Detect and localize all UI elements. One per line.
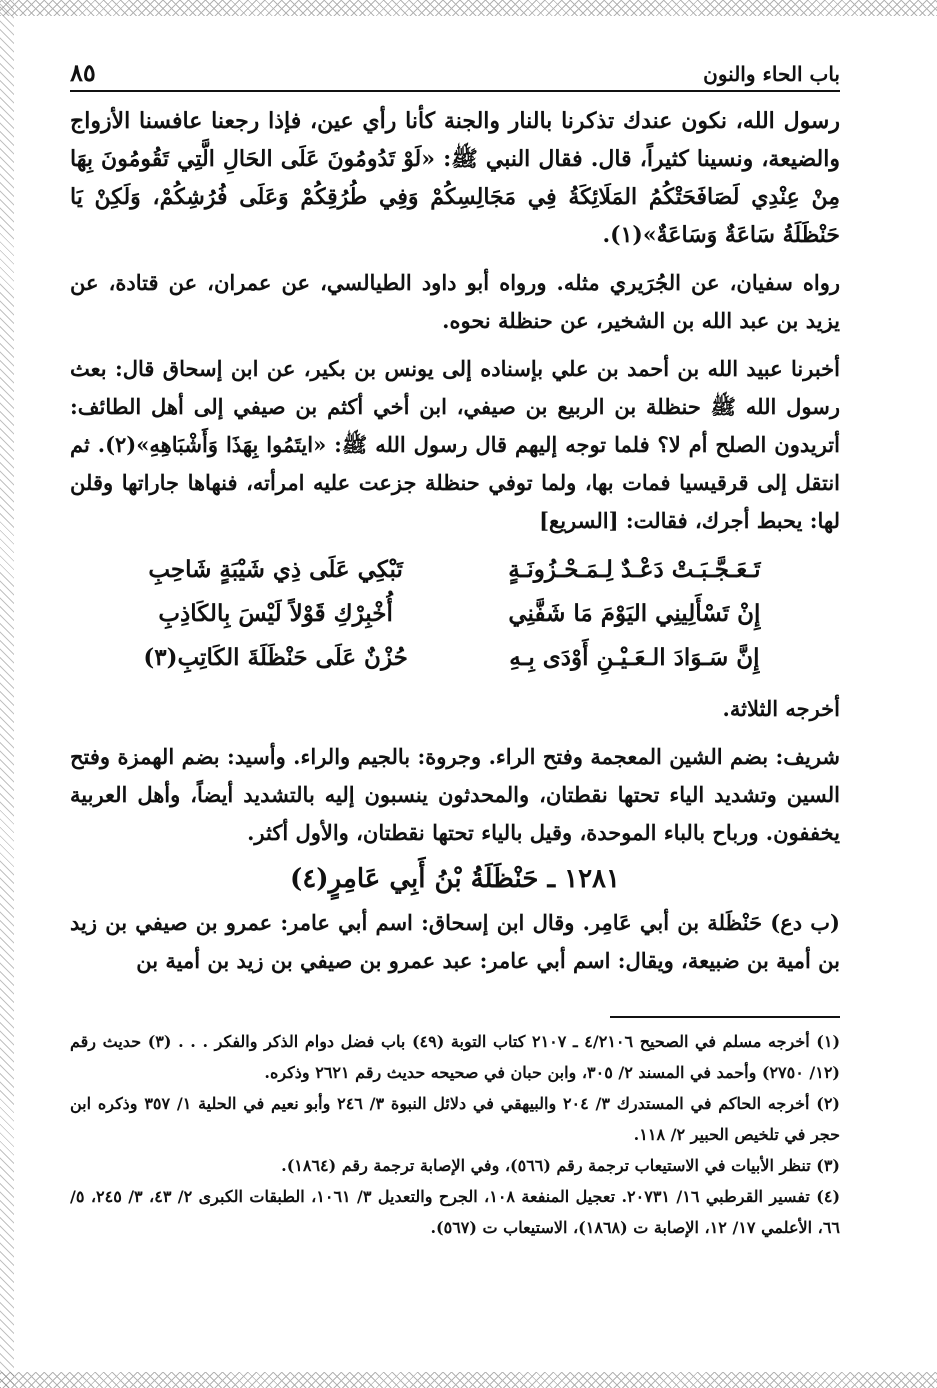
book-page [70,56,840,1243]
paragraph-orthography: شريف: بضم الشين المعجمة وفتح الراء. وجروة: بالجيم والراء. وأسيد: بضم الهمزة وفتح السين وتشديد الياء تحتها نقطتان، والمحدثون ينسبون إليه بالتشديد أيضاً، وأهل العربية يخففون. ورباح بالباء الموحدة، وقيل بالياء تحتها نقطتان، والأول أكثر. [70,744,840,845]
verse-first-half: إِنَّ سَـوَادَ الـعَـيْـنِ أَوْدَى بِـهِ [509,644,760,671]
paragraph-report: أخبرنا عبيد الله بن أحمد بن علي بإسناده إلى يونس بن بكير، عن ابن إسحاق قال: بعث رسول الله ﷺ حنظلة بن الربيع بن صيفي، ابن أخي أكثم بن صيفي إلى أهل الطائف: أتريدون الصلح أم لا؟ فلما توجه إليهم قال رسول الله ﷺ: «ايتَمُوا بِهَذَا وَأَشْبَاهِهِ»(٢). ثم انتقل إلى قرقيسيا فمات بها، ولما توفي حنظلة جزعت عليه امرأته، فنهاها جاراتها وقلن لها: يحبط أجرك، فقالت: [السريع] [70,356,840,533]
poem-verse [110,636,800,680]
poem-verse [110,548,800,592]
verse-first-half: تَـعَـجَّـبَـتْ دَعْـدٌ لِـمَـحْـزُونَـةٍ [508,556,761,583]
verse-second-half: أُخْبِرْكِ قَوْلاً لَيْسَ بِالكَاذِبِ [158,600,393,627]
poem-verse [110,592,800,636]
entry-heading: ١٢٨١ ـ حَنْظَلَةُ بْنُ أَبِي عَامِرٍ(٤) [290,864,620,894]
poem [110,548,800,680]
footnote-divider [610,1016,840,1018]
page-number: ٨٥ [70,58,96,87]
verse-second-half: حُزْنٌ عَلَى حَنْظَلَةَ الكَاتِبِ(٣) [143,644,408,671]
footnote: (٣) تنظر الأبيات في الاستيعاب ترجمة رقم (٥٦٦)، وفي الإصابة ترجمة رقم (١٨٦٤). [281,1156,840,1175]
paragraph-narration: رواه سفيان، عن الجُرَيري مثله. ورواه أبو داود الطيالسي، عن عمران، عن قتادة، عن يزيد بن عبد الله بن الشخير، عن حنظلة نحوه. [70,270,840,333]
paragraph-biography: (ب دع) حَنْظَلة بن أبي عَامِر. وقال ابن إسحاق: اسم أبي عامر: عمرو بن صيفي بن زيد بن أمية بن ضبيعة، ويقال: اسم أبي عامر: عبد عمرو بن صيفي بن زيد بن أمية بن [70,910,840,973]
decorative-border-top [0,0,937,16]
verse-second-half: تَبْكِي عَلَى ذِي شَيْبَةٍ شَاحِبِ [148,556,403,583]
verse-first-half: إِنْ تَسْأَلِينِي اليَوْمَ مَا شَفَّنِي [508,600,761,627]
footnote: (١) أخرجه مسلم في الصحيح ٤/٢١٠٦ ـ ٢١٠٧ كتاب التوبة (٤٩) باب فضل دوام الذكر والفكر . . . (٣) حديث رقم (١٢/ ٢٧٥٠) وأحمد في المسند ٢/ ٣٠٥، وابن حبان في صحيحه حديث رقم ٢٦٢١ وذكره. [70,1032,841,1082]
decorative-border-bottom [0,1372,937,1388]
footnote: (٢) أخرجه الحاكم في المستدرك ٣/ ٢٠٤ والبيهقي في دلائل النبوة ٣/ ٢٤٦ وأبو نعيم في الحلية ١/ ٣٥٧ وذكره ابن حجر في تلخيص الحبير ٢/ ١١٨. [70,1094,840,1144]
paragraph-attribution: أخرجه الثلاثة. [722,696,840,721]
paragraph-hadith: رسول الله، نكون عندك تذكرنا بالنار والجنة كأنا رأي عين، فإذا رجعنا عافسنا الأزواج والضيعة، ونسينا كثيراً، قال. فقال النبي ﷺ: «لَوْ تَدُومُونَ عَلَى الحَالِ الَّتِي تَقُومُونَ بِهَا مِنْ عِنْدِي لَصَافَحَتْكُمُ المَلَائِكَةُ فِي مَجَالِسِكُمْ وَفِي طُرُقِكُمْ وَعَلَى فُرُشِكُمْ، وَلَكِنْ يَا حَنْظَلَةُ سَاعَةٌ وَسَاعَةٌ»(١). [70,108,840,248]
footnote: (٤) تفسير القرطبي ١٦/ ٢٠٧٣١. تعجيل المنفعة ١٠٨، الجرح والتعديل ٣/ ١٠٦١، الطبقات الكبرى ٢/ ٤٣، ٣/ ٢٤٥، ٥/ ٦٦، الأعلمي ١٧/ ١٢، الإصابة ت (١٨٦٨)، الاستيعاب ت (٥٦٧). [70,1187,841,1237]
chapter-title: باب الحاء والنون [703,62,840,86]
footnotes [70,1026,840,1243]
page-header [70,56,840,92]
decorative-border-left [0,0,14,1388]
